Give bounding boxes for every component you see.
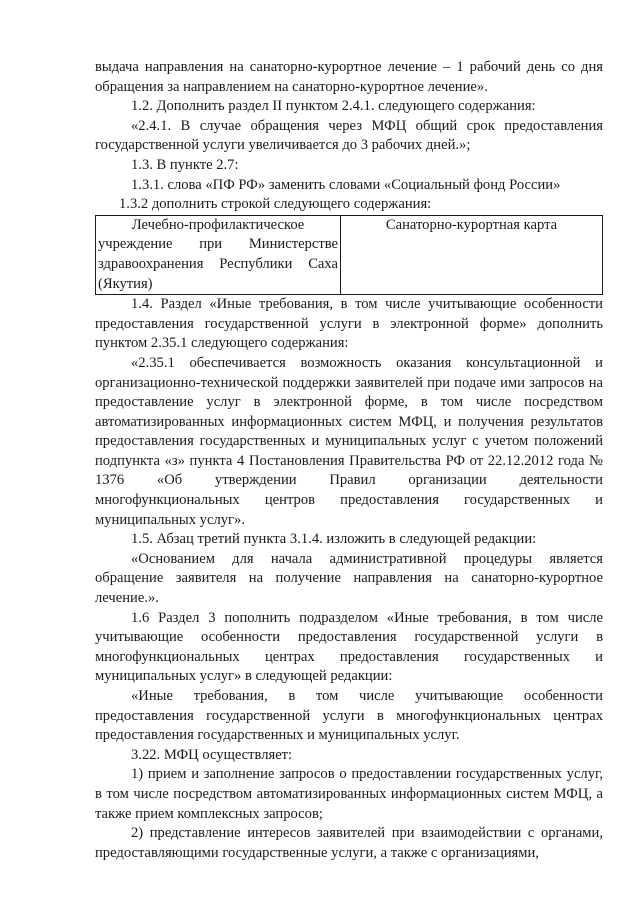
paragraph: 1.4. Раздел «Иные требования, в том числе учитывающие особенности предоставления государственной услуги в электронной форме» дополнить пунктом 2.35.1 следующего содержания:	[95, 296, 603, 352]
paragraph: выдача направления на санаторно-курортное лечение – 1 рабочий день со дня обращения за направлением на санаторно-курортное лечение».	[95, 59, 603, 95]
paragraph: 1.3.2 дополнить строкой следующего содержания:	[119, 196, 432, 213]
cell-text-rest: учреждение при Министерстве здравоохранения Республики Саха (Якутия)	[98, 236, 338, 292]
paragraph: «Основанием для начала административной процедуры является обращение заявителя на получение направления на санаторно-курортное лечение.».	[95, 550, 603, 607]
paragraph: 1.3. В пункте 2.7:	[131, 156, 239, 173]
table-row	[96, 215, 603, 294]
paragraph: 1.2. Дополнить раздел II пунктом 2.4.1. следующего содержания:	[131, 98, 536, 115]
table-cell-institution	[96, 215, 341, 294]
paragraph: 3.22. МФЦ осуществляет:	[131, 746, 293, 763]
paragraph: 1) прием и заполнение запросов о предоставлении государственных услуг, в том числе посредством автоматизированных информационных систем МФЦ, а также прием комплексных запросов;	[95, 766, 603, 822]
cell-text-line: Лечебно-профилактическое	[131, 216, 305, 233]
paragraph: 1.6 Раздел 3 пополнить подразделом «Иные требования, в том числе учитывающие особенности предоставления государственной услуги в многофункциональных центрах предоставления государственных и муниципальных услуг» в следующей редакции:	[95, 609, 603, 685]
paragraph: 1.3.1. слова «ПФ РФ» заменить словами «Социальный фонд России»	[131, 176, 561, 193]
paragraph: «Иные требования, в том числе учитывающие особенности предоставления государственной услуги в многофункциональных центрах предоставления государственных и муниципальных услуг.	[95, 688, 603, 744]
paragraph: «2.35.1 обеспечивается возможность оказания консультационной и организационно-технической поддержки заявителей при подаче ими запросов на предоставление услуг в электронной форме, в том числе посредством автоматизированных информационных систем МФЦ, и получения результатов предоставления государственных и муниципальных услуг с учетом положений подпункта «з» пункта 4 Постановления Правительства РФ от 22.12.2012 года № 1376 «Об утверждении Правил организации деятельности многофункциональных центров предоставления государственных и муниципальных услуг».	[95, 354, 603, 528]
document-page	[95, 58, 603, 863]
paragraph: «2.4.1. В случае обращения через МФЦ общий срок предоставления государственной услуги увеличивается до 3 рабочих дней.»;	[95, 117, 603, 154]
paragraph: 2) представление интересов заявителей при взаимодействии с органами, предоставляющими государственные услуги, а также с организациями,	[95, 825, 603, 861]
paragraph: 1.5. Абзац третий пункта 3.1.4. изложить в следующей редакции:	[131, 531, 537, 548]
table-cell-document: Санаторно-курортная карта	[341, 215, 603, 294]
inserted-table	[95, 215, 603, 295]
